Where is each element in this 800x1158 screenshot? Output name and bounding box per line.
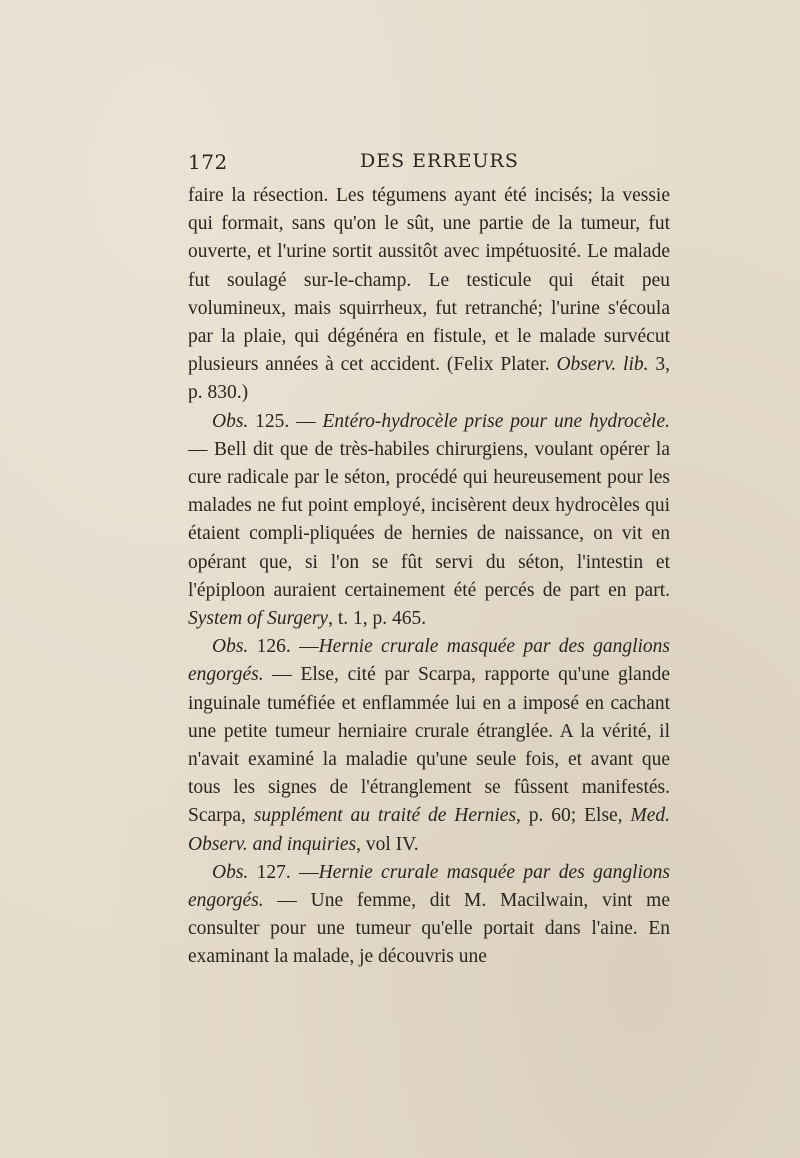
- observation-126: Obs. 126. —Hernie crurale masquée par des ganglions engorgés. — Else, cité par Scarpa, rapporte qu'une glande inguinale tuméfiée et enflammée lui en a imposé en cachant une petite tumeur herniaire crurale étranglée. A la vérité, il n'avait examiné la maladie qu'une seule fois, et avant que tous les signes de l'étranglement se fûssent manifestés. Scarpa, supplément au traité de Hernies, p. 60; Else, Med. Observ. and inquiries, vol IV.: [188, 636, 670, 855]
- body-text: [188, 182, 670, 972]
- observation-title: Entéro-hydrocèle prise pour une hydrocèle.: [322, 410, 670, 432]
- page-number: 172: [188, 150, 228, 174]
- observation-127: Obs. 127. —Hernie crurale masquée par des ganglions engorgés. — Une femme, dit M. Macilwain, vint me consulter pour une tumeur qu'elle portait dans l'aine. En examinant la malade, je découvris une: [188, 861, 670, 968]
- paragraph-continuation: faire la résection. Les tégumens ayant été incisés; la vessie qui formait, sans qu'on le sût, une partie de la tumeur, fut ouverte, et l'urine sortit aussitôt avec impétuosité. Le malade fut soulagé sur-le-champ. Le testicule qui était peu volumineux, mais squirrheux, fut retranché; l'urine s'écoula par la plaie, qui dégénéra en fistule, et le malade survécut plusieurs années à cet accident. (Felix Plater. Observ. lib. 3, p. 830.): [188, 185, 671, 404]
- observation-title: Hernie crurale masquée par des ganglions engorgés.: [188, 861, 670, 912]
- running-head: DES ERREURS: [360, 150, 519, 172]
- observation-125: Obs. 125. — Entéro-hydrocèle prise pour une hydrocèle. — Bell dit que de très-habiles chirurgiens, voulant opérer la cure radicale par le séton, procédé qui heureusement pour les malades ne fut point employé, incisèrent deux hydrocèles qui étaient compli-pliquées de hernies de naissance, on vit en opérant que, si l'on se fût servi du séton, l'intestin et l'épiploon auraient certainement été percés de part en part. System of Surgery, t. 1, p. 465.: [188, 410, 670, 630]
- page-header: [188, 150, 670, 178]
- observation-title: Hernie crurale masquée par des ganglions engorgés.: [188, 636, 670, 686]
